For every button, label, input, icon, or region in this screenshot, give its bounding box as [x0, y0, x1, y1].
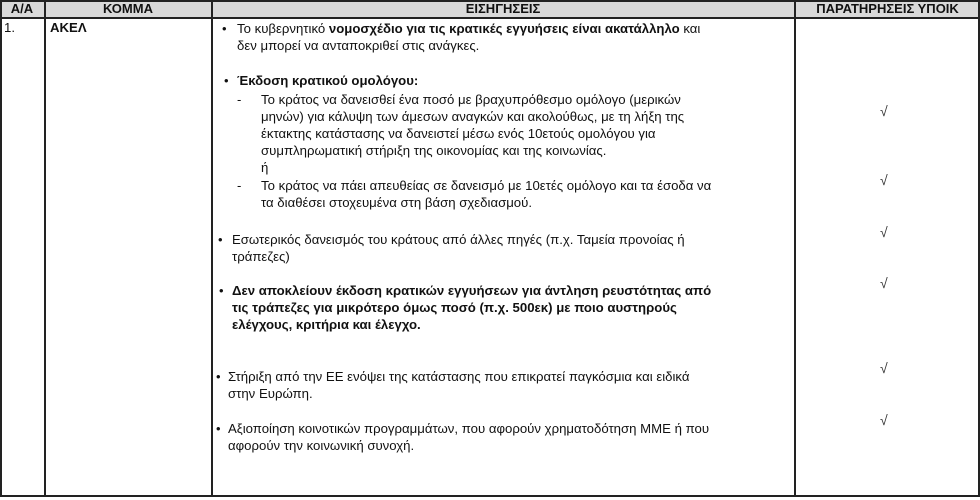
- proposal-6-line: Αξιοποίηση κοινοτικών προγραμμάτων, που αφορούν χρηματοδότηση ΜΜΕ ή που: [228, 421, 710, 436]
- proposal-1-text: Το κυβερνητικό: [237, 21, 329, 36]
- bottom-border: [0, 495, 980, 497]
- col-divider: [978, 0, 980, 496]
- col-divider: [794, 0, 796, 496]
- proposal-2-option-2-line: τα διαθέσει στοχευμένα στη βάση σχεδιασμού.: [261, 195, 533, 210]
- party-name: ΑΚΕΛ: [50, 20, 87, 35]
- col-divider: [44, 0, 46, 496]
- dash-icon: -: [237, 178, 242, 193]
- checkmark-icon: √: [880, 275, 888, 291]
- proposal-1-line2: δεν μπορεί να ανταποκριθεί στις ανάγκες.: [237, 38, 480, 53]
- proposal-5-line: Στήριξη από την ΕΕ ενόψει της κατάστασης που επικρατεί παγκόσμια και ειδικά: [228, 369, 690, 384]
- bullet-icon: •: [216, 369, 221, 384]
- checkmark-icon: √: [880, 103, 888, 119]
- proposal-5-line: στην Ευρώπη.: [228, 386, 313, 401]
- col-divider: [211, 0, 213, 496]
- proposal-2-option-1-line: έκτακτης κατάστασης να δανειστεί μέσω ενός 10ετούς ομολόγου για: [261, 126, 656, 141]
- proposal-4-line: Δεν αποκλείουν έκδοση κρατικών εγγυήσεων για άντληση ρευστότητας από: [232, 283, 712, 298]
- row-number: 1.: [4, 20, 15, 35]
- checkmark-icon: √: [880, 224, 888, 240]
- proposal-3-line: τράπεζες): [232, 249, 290, 264]
- col-divider: [0, 0, 2, 496]
- header-num: Α/Α: [10, 1, 34, 16]
- proposal-1: [237, 20, 700, 37]
- proposal-1-bold: νομοσχέδιο για τις κρατικές εγγυήσεις είναι ακατάλληλο: [328, 21, 680, 36]
- proposal-2-option-2-line: Το κράτος να πάει απευθείας σε δανεισμό με 10ετές ομόλογο και τα έσοδα να: [261, 178, 712, 193]
- checkmark-icon: √: [880, 412, 888, 428]
- bullet-icon: •: [218, 232, 223, 247]
- bullet-icon: •: [216, 421, 221, 436]
- bullet-icon: •: [224, 73, 229, 88]
- proposal-1-text-end: και: [679, 21, 701, 36]
- bullet-icon: •: [222, 21, 227, 36]
- dash-icon: -: [237, 92, 242, 107]
- header-party: ΚΟΜΜΑ: [103, 1, 153, 16]
- top-border: [0, 0, 980, 2]
- proposal-2-option-1-line: μηνών) για κάλυψη των άμεσων αναγκών και ακολούθως, με τη λήξη της: [261, 109, 685, 124]
- proposal-6-line: αφορούν την κοινωνική συνοχή.: [228, 438, 415, 453]
- header-proposals: ΕΙΣΗΓΗΣΕΙΣ: [465, 1, 541, 16]
- proposal-3-line: Εσωτερικός δανεισμός του κράτους από άλλες πηγές (π.χ. Ταμεία προνοίας ή: [232, 232, 685, 247]
- proposal-2-option-1-line: συμπληρωματική στήριξη της οικονομίας και της κοινωνίας.: [261, 143, 607, 158]
- proposal-2-or: ή: [261, 160, 269, 175]
- checkmark-icon: √: [880, 172, 888, 188]
- header-divider: [0, 17, 980, 19]
- checkmark-icon: √: [880, 360, 888, 376]
- bullet-icon: •: [219, 283, 224, 298]
- header-remarks: ΠΑΡΑΤΗΡΗΣΕΙΣ ΥΠΟΙΚ: [816, 1, 959, 16]
- proposal-4-line: ελέγχους, κριτήρια και έλεγχο.: [232, 317, 421, 332]
- proposal-4-line: τις τράπεζες για μικρότερο όμως ποσό (π.χ. 500εκ) με ποιο αυστηρούς: [232, 300, 677, 315]
- proposal-2-title: Έκδοση κρατικού ομολόγου:: [237, 73, 419, 88]
- proposal-2-option-1-line: Το κράτος να δανεισθεί ένα ποσό με βραχυπρόθεσμο ομόλογο (μερικών: [261, 92, 681, 107]
